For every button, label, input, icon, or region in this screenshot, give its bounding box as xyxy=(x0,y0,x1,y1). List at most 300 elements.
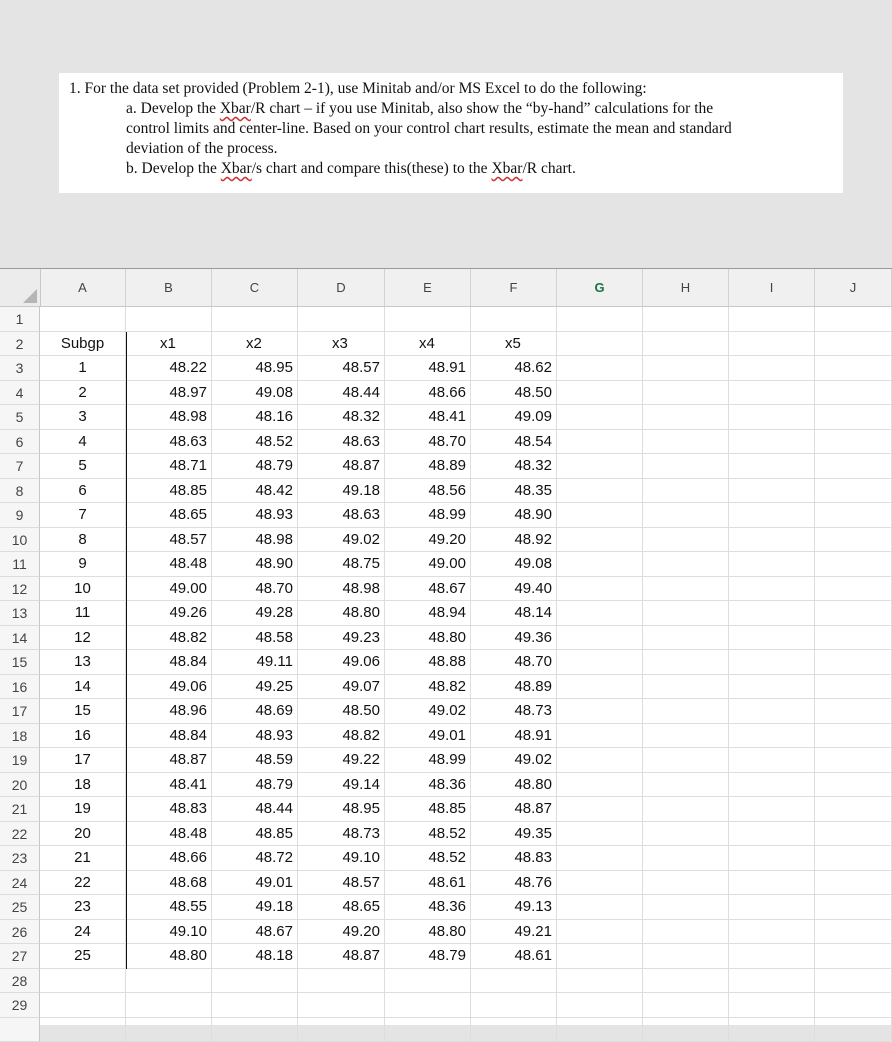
cell-e24[interactable]: 48.61 xyxy=(385,871,471,895)
row-header[interactable]: 10 xyxy=(0,528,40,553)
cell-e11[interactable]: 49.00 xyxy=(385,552,471,576)
cell-h5[interactable] xyxy=(643,405,729,429)
cell-f30[interactable] xyxy=(471,1018,557,1042)
cell-e2[interactable]: x4 xyxy=(385,332,471,356)
cell-e20[interactable]: 48.36 xyxy=(385,773,471,797)
cell-f6[interactable]: 48.54 xyxy=(471,430,557,454)
cell-f11[interactable]: 49.08 xyxy=(471,552,557,576)
cell-a22[interactable]: 20 xyxy=(40,822,126,846)
cell-j18[interactable] xyxy=(815,724,892,748)
row-header[interactable]: 5 xyxy=(0,405,40,430)
row-header[interactable]: 1 xyxy=(0,307,40,332)
cell-e8[interactable]: 48.56 xyxy=(385,479,471,503)
cell-h28[interactable] xyxy=(643,969,729,993)
cell-c22[interactable]: 48.85 xyxy=(212,822,298,846)
cell-j20[interactable] xyxy=(815,773,892,797)
cell-c5[interactable]: 48.16 xyxy=(212,405,298,429)
cell-i12[interactable] xyxy=(729,577,815,601)
cell-d27[interactable]: 48.87 xyxy=(298,944,385,968)
cell-i10[interactable] xyxy=(729,528,815,552)
cell-f19[interactable]: 49.02 xyxy=(471,748,557,772)
cell-c13[interactable]: 49.28 xyxy=(212,601,298,625)
cell-j1[interactable] xyxy=(815,307,892,331)
cell-g14[interactable] xyxy=(557,626,643,650)
cell-i21[interactable] xyxy=(729,797,815,821)
cell-g8[interactable] xyxy=(557,479,643,503)
cell-i22[interactable] xyxy=(729,822,815,846)
column-header-i[interactable]: I xyxy=(729,269,815,306)
cell-b17[interactable]: 48.96 xyxy=(126,699,212,723)
cell-f4[interactable]: 48.50 xyxy=(471,381,557,405)
cell-b7[interactable]: 48.71 xyxy=(126,454,212,478)
cell-b23[interactable]: 48.66 xyxy=(126,846,212,870)
cell-i15[interactable] xyxy=(729,650,815,674)
column-header-j[interactable]: J xyxy=(815,269,892,306)
cell-j13[interactable] xyxy=(815,601,892,625)
cell-g5[interactable] xyxy=(557,405,643,429)
cell-d8[interactable]: 49.18 xyxy=(298,479,385,503)
cell-d1[interactable] xyxy=(298,307,385,331)
cell-c7[interactable]: 48.79 xyxy=(212,454,298,478)
cell-j7[interactable] xyxy=(815,454,892,478)
cell-f21[interactable]: 48.87 xyxy=(471,797,557,821)
cell-d17[interactable]: 48.50 xyxy=(298,699,385,723)
cell-i30[interactable] xyxy=(729,1018,815,1042)
cell-j28[interactable] xyxy=(815,969,892,993)
cell-f2[interactable]: x5 xyxy=(471,332,557,356)
cell-d9[interactable]: 48.63 xyxy=(298,503,385,527)
cell-d10[interactable]: 49.02 xyxy=(298,528,385,552)
cell-h13[interactable] xyxy=(643,601,729,625)
cell-g22[interactable] xyxy=(557,822,643,846)
cell-j6[interactable] xyxy=(815,430,892,454)
cell-b30[interactable] xyxy=(126,1018,212,1042)
cell-h7[interactable] xyxy=(643,454,729,478)
column-header-c[interactable]: C xyxy=(212,269,298,306)
cell-b20[interactable]: 48.41 xyxy=(126,773,212,797)
cell-b1[interactable] xyxy=(126,307,212,331)
cell-i2[interactable] xyxy=(729,332,815,356)
row-header[interactable]: 18 xyxy=(0,724,40,749)
cell-g23[interactable] xyxy=(557,846,643,870)
cell-h30[interactable] xyxy=(643,1018,729,1042)
cell-d29[interactable] xyxy=(298,993,385,1017)
cell-b15[interactable]: 48.84 xyxy=(126,650,212,674)
column-header-f[interactable]: F xyxy=(471,269,557,306)
row-header[interactable]: 22 xyxy=(0,822,40,847)
cell-e18[interactable]: 49.01 xyxy=(385,724,471,748)
cell-a5[interactable]: 3 xyxy=(40,405,126,429)
cell-f8[interactable]: 48.35 xyxy=(471,479,557,503)
cell-d22[interactable]: 48.73 xyxy=(298,822,385,846)
cell-g26[interactable] xyxy=(557,920,643,944)
cell-i20[interactable] xyxy=(729,773,815,797)
cell-h3[interactable] xyxy=(643,356,729,380)
cell-j12[interactable] xyxy=(815,577,892,601)
cell-g12[interactable] xyxy=(557,577,643,601)
cell-i11[interactable] xyxy=(729,552,815,576)
row-header[interactable]: 26 xyxy=(0,920,40,945)
cell-a3[interactable]: 1 xyxy=(40,356,126,380)
cell-c3[interactable]: 48.95 xyxy=(212,356,298,380)
row-header[interactable]: 23 xyxy=(0,846,40,871)
cell-i19[interactable] xyxy=(729,748,815,772)
cell-i29[interactable] xyxy=(729,993,815,1017)
cell-g20[interactable] xyxy=(557,773,643,797)
cell-e17[interactable]: 49.02 xyxy=(385,699,471,723)
cell-e1[interactable] xyxy=(385,307,471,331)
cell-e27[interactable]: 48.79 xyxy=(385,944,471,968)
cell-b26[interactable]: 49.10 xyxy=(126,920,212,944)
cell-b29[interactable] xyxy=(126,993,212,1017)
cell-f15[interactable]: 48.70 xyxy=(471,650,557,674)
cell-c15[interactable]: 49.11 xyxy=(212,650,298,674)
row-header[interactable]: 8 xyxy=(0,479,40,504)
cell-e15[interactable]: 48.88 xyxy=(385,650,471,674)
cell-e22[interactable]: 48.52 xyxy=(385,822,471,846)
cell-g9[interactable] xyxy=(557,503,643,527)
cell-c28[interactable] xyxy=(212,969,298,993)
cell-d13[interactable]: 48.80 xyxy=(298,601,385,625)
cell-g24[interactable] xyxy=(557,871,643,895)
cell-e29[interactable] xyxy=(385,993,471,1017)
cell-a12[interactable]: 10 xyxy=(40,577,126,601)
cell-f28[interactable] xyxy=(471,969,557,993)
column-header-a[interactable]: A xyxy=(40,269,126,306)
cell-d14[interactable]: 49.23 xyxy=(298,626,385,650)
column-header-g[interactable]: G xyxy=(557,269,643,306)
cell-d30[interactable] xyxy=(298,1018,385,1042)
cell-j27[interactable] xyxy=(815,944,892,968)
cell-g3[interactable] xyxy=(557,356,643,380)
cell-e23[interactable]: 48.52 xyxy=(385,846,471,870)
cell-c25[interactable]: 49.18 xyxy=(212,895,298,919)
cell-g2[interactable] xyxy=(557,332,643,356)
cell-e25[interactable]: 48.36 xyxy=(385,895,471,919)
cell-i5[interactable] xyxy=(729,405,815,429)
cell-f10[interactable]: 48.92 xyxy=(471,528,557,552)
cell-b6[interactable]: 48.63 xyxy=(126,430,212,454)
cell-i7[interactable] xyxy=(729,454,815,478)
cell-g17[interactable] xyxy=(557,699,643,723)
cell-h14[interactable] xyxy=(643,626,729,650)
cell-b3[interactable]: 48.22 xyxy=(126,356,212,380)
cell-b16[interactable]: 49.06 xyxy=(126,675,212,699)
cell-e7[interactable]: 48.89 xyxy=(385,454,471,478)
row-header[interactable]: 13 xyxy=(0,601,40,626)
cell-c17[interactable]: 48.69 xyxy=(212,699,298,723)
cell-g19[interactable] xyxy=(557,748,643,772)
cell-f20[interactable]: 48.80 xyxy=(471,773,557,797)
cell-e6[interactable]: 48.70 xyxy=(385,430,471,454)
cell-j3[interactable] xyxy=(815,356,892,380)
cell-i3[interactable] xyxy=(729,356,815,380)
cell-i23[interactable] xyxy=(729,846,815,870)
cell-b5[interactable]: 48.98 xyxy=(126,405,212,429)
cell-f17[interactable]: 48.73 xyxy=(471,699,557,723)
cell-b12[interactable]: 49.00 xyxy=(126,577,212,601)
cell-j17[interactable] xyxy=(815,699,892,723)
cell-b28[interactable] xyxy=(126,969,212,993)
cell-d11[interactable]: 48.75 xyxy=(298,552,385,576)
cell-i8[interactable] xyxy=(729,479,815,503)
cell-h4[interactable] xyxy=(643,381,729,405)
cell-j5[interactable] xyxy=(815,405,892,429)
cell-b14[interactable]: 48.82 xyxy=(126,626,212,650)
cell-a29[interactable] xyxy=(40,993,126,1017)
cell-a10[interactable]: 8 xyxy=(40,528,126,552)
cell-e19[interactable]: 48.99 xyxy=(385,748,471,772)
cell-e5[interactable]: 48.41 xyxy=(385,405,471,429)
cell-i4[interactable] xyxy=(729,381,815,405)
cell-d3[interactable]: 48.57 xyxy=(298,356,385,380)
cell-f1[interactable] xyxy=(471,307,557,331)
cell-e9[interactable]: 48.99 xyxy=(385,503,471,527)
cell-d7[interactable]: 48.87 xyxy=(298,454,385,478)
cell-e12[interactable]: 48.67 xyxy=(385,577,471,601)
cell-a13[interactable]: 11 xyxy=(40,601,126,625)
cell-c10[interactable]: 48.98 xyxy=(212,528,298,552)
cell-j26[interactable] xyxy=(815,920,892,944)
cell-b10[interactable]: 48.57 xyxy=(126,528,212,552)
cell-j4[interactable] xyxy=(815,381,892,405)
cell-b21[interactable]: 48.83 xyxy=(126,797,212,821)
cell-b4[interactable]: 48.97 xyxy=(126,381,212,405)
cell-f5[interactable]: 49.09 xyxy=(471,405,557,429)
row-header[interactable] xyxy=(0,1018,40,1042)
cell-g15[interactable] xyxy=(557,650,643,674)
cell-h12[interactable] xyxy=(643,577,729,601)
cell-i13[interactable] xyxy=(729,601,815,625)
cell-d16[interactable]: 49.07 xyxy=(298,675,385,699)
cell-j19[interactable] xyxy=(815,748,892,772)
cell-g25[interactable] xyxy=(557,895,643,919)
cell-h17[interactable] xyxy=(643,699,729,723)
cell-e4[interactable]: 48.66 xyxy=(385,381,471,405)
cell-f9[interactable]: 48.90 xyxy=(471,503,557,527)
cell-d2[interactable]: x3 xyxy=(298,332,385,356)
cell-g18[interactable] xyxy=(557,724,643,748)
cell-f12[interactable]: 49.40 xyxy=(471,577,557,601)
cell-j21[interactable] xyxy=(815,797,892,821)
cell-c26[interactable]: 48.67 xyxy=(212,920,298,944)
cell-h20[interactable] xyxy=(643,773,729,797)
cell-h18[interactable] xyxy=(643,724,729,748)
cell-d23[interactable]: 49.10 xyxy=(298,846,385,870)
cell-g10[interactable] xyxy=(557,528,643,552)
cell-i24[interactable] xyxy=(729,871,815,895)
cell-e21[interactable]: 48.85 xyxy=(385,797,471,821)
row-header[interactable]: 2 xyxy=(0,332,40,357)
cell-j11[interactable] xyxy=(815,552,892,576)
cell-d24[interactable]: 48.57 xyxy=(298,871,385,895)
row-header[interactable]: 7 xyxy=(0,454,40,479)
cell-c24[interactable]: 49.01 xyxy=(212,871,298,895)
cell-d28[interactable] xyxy=(298,969,385,993)
cell-h9[interactable] xyxy=(643,503,729,527)
cell-a11[interactable]: 9 xyxy=(40,552,126,576)
cell-d4[interactable]: 48.44 xyxy=(298,381,385,405)
row-header[interactable]: 17 xyxy=(0,699,40,724)
cell-b11[interactable]: 48.48 xyxy=(126,552,212,576)
cell-h16[interactable] xyxy=(643,675,729,699)
row-header[interactable]: 14 xyxy=(0,626,40,651)
cell-j14[interactable] xyxy=(815,626,892,650)
row-header[interactable]: 19 xyxy=(0,748,40,773)
cell-g11[interactable] xyxy=(557,552,643,576)
cell-f24[interactable]: 48.76 xyxy=(471,871,557,895)
cell-d5[interactable]: 48.32 xyxy=(298,405,385,429)
select-all-corner[interactable] xyxy=(0,269,41,306)
cell-c18[interactable]: 48.93 xyxy=(212,724,298,748)
cell-d26[interactable]: 49.20 xyxy=(298,920,385,944)
cell-h22[interactable] xyxy=(643,822,729,846)
cell-b9[interactable]: 48.65 xyxy=(126,503,212,527)
cell-f16[interactable]: 48.89 xyxy=(471,675,557,699)
cell-f26[interactable]: 49.21 xyxy=(471,920,557,944)
cell-f7[interactable]: 48.32 xyxy=(471,454,557,478)
cell-j24[interactable] xyxy=(815,871,892,895)
cell-g28[interactable] xyxy=(557,969,643,993)
cell-g21[interactable] xyxy=(557,797,643,821)
row-header[interactable]: 28 xyxy=(0,969,40,994)
cell-e10[interactable]: 49.20 xyxy=(385,528,471,552)
cell-c14[interactable]: 48.58 xyxy=(212,626,298,650)
cell-c6[interactable]: 48.52 xyxy=(212,430,298,454)
cell-c29[interactable] xyxy=(212,993,298,1017)
cell-h24[interactable] xyxy=(643,871,729,895)
cell-a26[interactable]: 24 xyxy=(40,920,126,944)
cell-a6[interactable]: 4 xyxy=(40,430,126,454)
row-header[interactable]: 27 xyxy=(0,944,40,969)
cell-h1[interactable] xyxy=(643,307,729,331)
cell-c8[interactable]: 48.42 xyxy=(212,479,298,503)
cell-b13[interactable]: 49.26 xyxy=(126,601,212,625)
cell-g30[interactable] xyxy=(557,1018,643,1042)
cell-d19[interactable]: 49.22 xyxy=(298,748,385,772)
cell-f3[interactable]: 48.62 xyxy=(471,356,557,380)
cell-g7[interactable] xyxy=(557,454,643,478)
cell-e30[interactable] xyxy=(385,1018,471,1042)
cell-c1[interactable] xyxy=(212,307,298,331)
column-header-e[interactable]: E xyxy=(385,269,471,306)
cell-j9[interactable] xyxy=(815,503,892,527)
column-header-h[interactable]: H xyxy=(643,269,729,306)
column-header-b[interactable]: B xyxy=(126,269,212,306)
cell-a17[interactable]: 15 xyxy=(40,699,126,723)
cell-j25[interactable] xyxy=(815,895,892,919)
column-header-d[interactable]: D xyxy=(298,269,385,306)
cell-b24[interactable]: 48.68 xyxy=(126,871,212,895)
cell-a14[interactable]: 12 xyxy=(40,626,126,650)
cell-c23[interactable]: 48.72 xyxy=(212,846,298,870)
cell-i17[interactable] xyxy=(729,699,815,723)
cell-g6[interactable] xyxy=(557,430,643,454)
cell-f22[interactable]: 49.35 xyxy=(471,822,557,846)
cell-c30[interactable] xyxy=(212,1018,298,1042)
cell-f27[interactable]: 48.61 xyxy=(471,944,557,968)
cell-a19[interactable]: 17 xyxy=(40,748,126,772)
cell-a8[interactable]: 6 xyxy=(40,479,126,503)
cell-a7[interactable]: 5 xyxy=(40,454,126,478)
cell-j15[interactable] xyxy=(815,650,892,674)
cell-e26[interactable]: 48.80 xyxy=(385,920,471,944)
row-header[interactable]: 11 xyxy=(0,552,40,577)
cell-d25[interactable]: 48.65 xyxy=(298,895,385,919)
cell-j22[interactable] xyxy=(815,822,892,846)
cell-h27[interactable] xyxy=(643,944,729,968)
cell-e14[interactable]: 48.80 xyxy=(385,626,471,650)
cell-i28[interactable] xyxy=(729,969,815,993)
row-header[interactable]: 16 xyxy=(0,675,40,700)
cell-i18[interactable] xyxy=(729,724,815,748)
row-header[interactable]: 9 xyxy=(0,503,40,528)
cell-b25[interactable]: 48.55 xyxy=(126,895,212,919)
row-header[interactable]: 20 xyxy=(0,773,40,798)
cell-a25[interactable]: 23 xyxy=(40,895,126,919)
cell-a15[interactable]: 13 xyxy=(40,650,126,674)
cell-i26[interactable] xyxy=(729,920,815,944)
cell-e3[interactable]: 48.91 xyxy=(385,356,471,380)
cell-h2[interactable] xyxy=(643,332,729,356)
cell-f25[interactable]: 49.13 xyxy=(471,895,557,919)
cell-c16[interactable]: 49.25 xyxy=(212,675,298,699)
cell-b27[interactable]: 48.80 xyxy=(126,944,212,968)
cell-j8[interactable] xyxy=(815,479,892,503)
cell-c27[interactable]: 48.18 xyxy=(212,944,298,968)
cell-j10[interactable] xyxy=(815,528,892,552)
cell-h10[interactable] xyxy=(643,528,729,552)
cell-g1[interactable] xyxy=(557,307,643,331)
cell-d15[interactable]: 49.06 xyxy=(298,650,385,674)
cell-a27[interactable]: 25 xyxy=(40,944,126,968)
cell-b22[interactable]: 48.48 xyxy=(126,822,212,846)
cell-f18[interactable]: 48.91 xyxy=(471,724,557,748)
row-header[interactable]: 21 xyxy=(0,797,40,822)
cell-c9[interactable]: 48.93 xyxy=(212,503,298,527)
cell-g13[interactable] xyxy=(557,601,643,625)
cell-h29[interactable] xyxy=(643,993,729,1017)
cell-a16[interactable]: 14 xyxy=(40,675,126,699)
cell-c4[interactable]: 49.08 xyxy=(212,381,298,405)
cell-i1[interactable] xyxy=(729,307,815,331)
row-header[interactable]: 4 xyxy=(0,381,40,406)
cell-h19[interactable] xyxy=(643,748,729,772)
cell-e16[interactable]: 48.82 xyxy=(385,675,471,699)
cell-h6[interactable] xyxy=(643,430,729,454)
cell-a24[interactable]: 22 xyxy=(40,871,126,895)
cell-g29[interactable] xyxy=(557,993,643,1017)
cell-f23[interactable]: 48.83 xyxy=(471,846,557,870)
row-header[interactable]: 25 xyxy=(0,895,40,920)
cell-i9[interactable] xyxy=(729,503,815,527)
cell-f13[interactable]: 48.14 xyxy=(471,601,557,625)
cell-a23[interactable]: 21 xyxy=(40,846,126,870)
cell-f14[interactable]: 49.36 xyxy=(471,626,557,650)
cell-g27[interactable] xyxy=(557,944,643,968)
row-header[interactable]: 6 xyxy=(0,430,40,455)
cell-j23[interactable] xyxy=(815,846,892,870)
cell-b19[interactable]: 48.87 xyxy=(126,748,212,772)
cell-g16[interactable] xyxy=(557,675,643,699)
cell-f29[interactable] xyxy=(471,993,557,1017)
cell-h8[interactable] xyxy=(643,479,729,503)
cell-g4[interactable] xyxy=(557,381,643,405)
cell-d18[interactable]: 48.82 xyxy=(298,724,385,748)
cell-c20[interactable]: 48.79 xyxy=(212,773,298,797)
cell-c11[interactable]: 48.90 xyxy=(212,552,298,576)
cell-j29[interactable] xyxy=(815,993,892,1017)
